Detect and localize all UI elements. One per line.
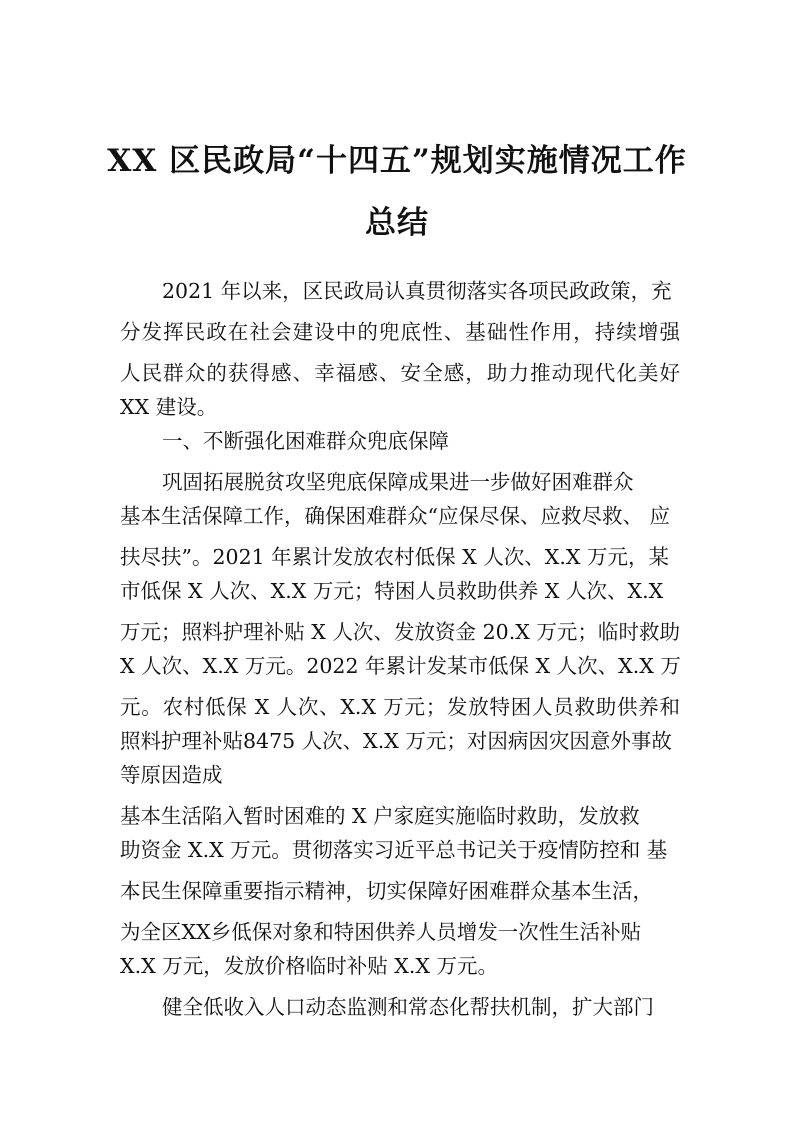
- body-line: 人民群众的获得感、幸福感、安全感，助力推动现代化美好: [120, 361, 680, 385]
- body-line: XX 建设。: [120, 395, 218, 419]
- body-line: 健全低收入人口动态监测和常态化帮扶机制，扩大部门: [162, 995, 654, 1019]
- body-line: 基本生活陷入暂时困难的 X 户家庭实施临时救助，发放救: [120, 804, 640, 828]
- body-line: 2021 年以来，区民政局认真贯彻落实各项民政政策，充: [162, 279, 672, 303]
- body-line: 为全区XX乡低保对象和特困供养人员增发一次性生活补贴: [120, 920, 642, 944]
- body-line: 等原因造成: [120, 763, 223, 787]
- body-line: 助资金 X.X 万元。贯彻落实习近平总书记关于疫情防控和 基: [120, 838, 668, 862]
- body-line: 照料护理补贴8475 人次、X.X 万元；对因病因灾因意外事故: [120, 729, 672, 753]
- body-line: 市低保 X 人次、X.X 万元；特困人员救助供养 X 人次、X.X: [120, 579, 664, 603]
- body-line: 元。农村低保 X 人次、X.X 万元；发放特困人员救助供养和: [120, 695, 680, 719]
- body-line: 基本生活保障工作，确保困难群众“应保尽保、应救尽救、 应: [120, 504, 670, 528]
- body-line: 分发挥民政在社会建设中的兜底性、基础性作用，持续增强: [120, 320, 680, 344]
- body-line: 本民生保障重要指示精神，切实保障好困难群众基本生活，: [120, 879, 653, 903]
- body-line: X 人次、X.X 万元。2022 年累计发某市低保 X 人次、X.X 万: [120, 654, 681, 678]
- body-line: 扶尽扶”。2021 年累计发放农村低保 X 人次、X.X 万元，某: [120, 545, 670, 569]
- body-line: 巩固拓展脱贫攻坚兜底保障成果进一步做好困难群众: [162, 470, 634, 494]
- section-heading: 一、不断强化困难群众兜底保障: [162, 429, 449, 453]
- document-title-line-1: XX 区民政局“十四五”规划实施情况工作: [107, 143, 687, 179]
- body-line: X.X 万元，发放价格临时补贴 X.X 万元。: [120, 954, 498, 978]
- document-title-line-2: 总结: [365, 205, 429, 241]
- body-line: 万元；照料护理补贴 X 人次、发放资金 20.X 万元；临时救助: [120, 620, 680, 644]
